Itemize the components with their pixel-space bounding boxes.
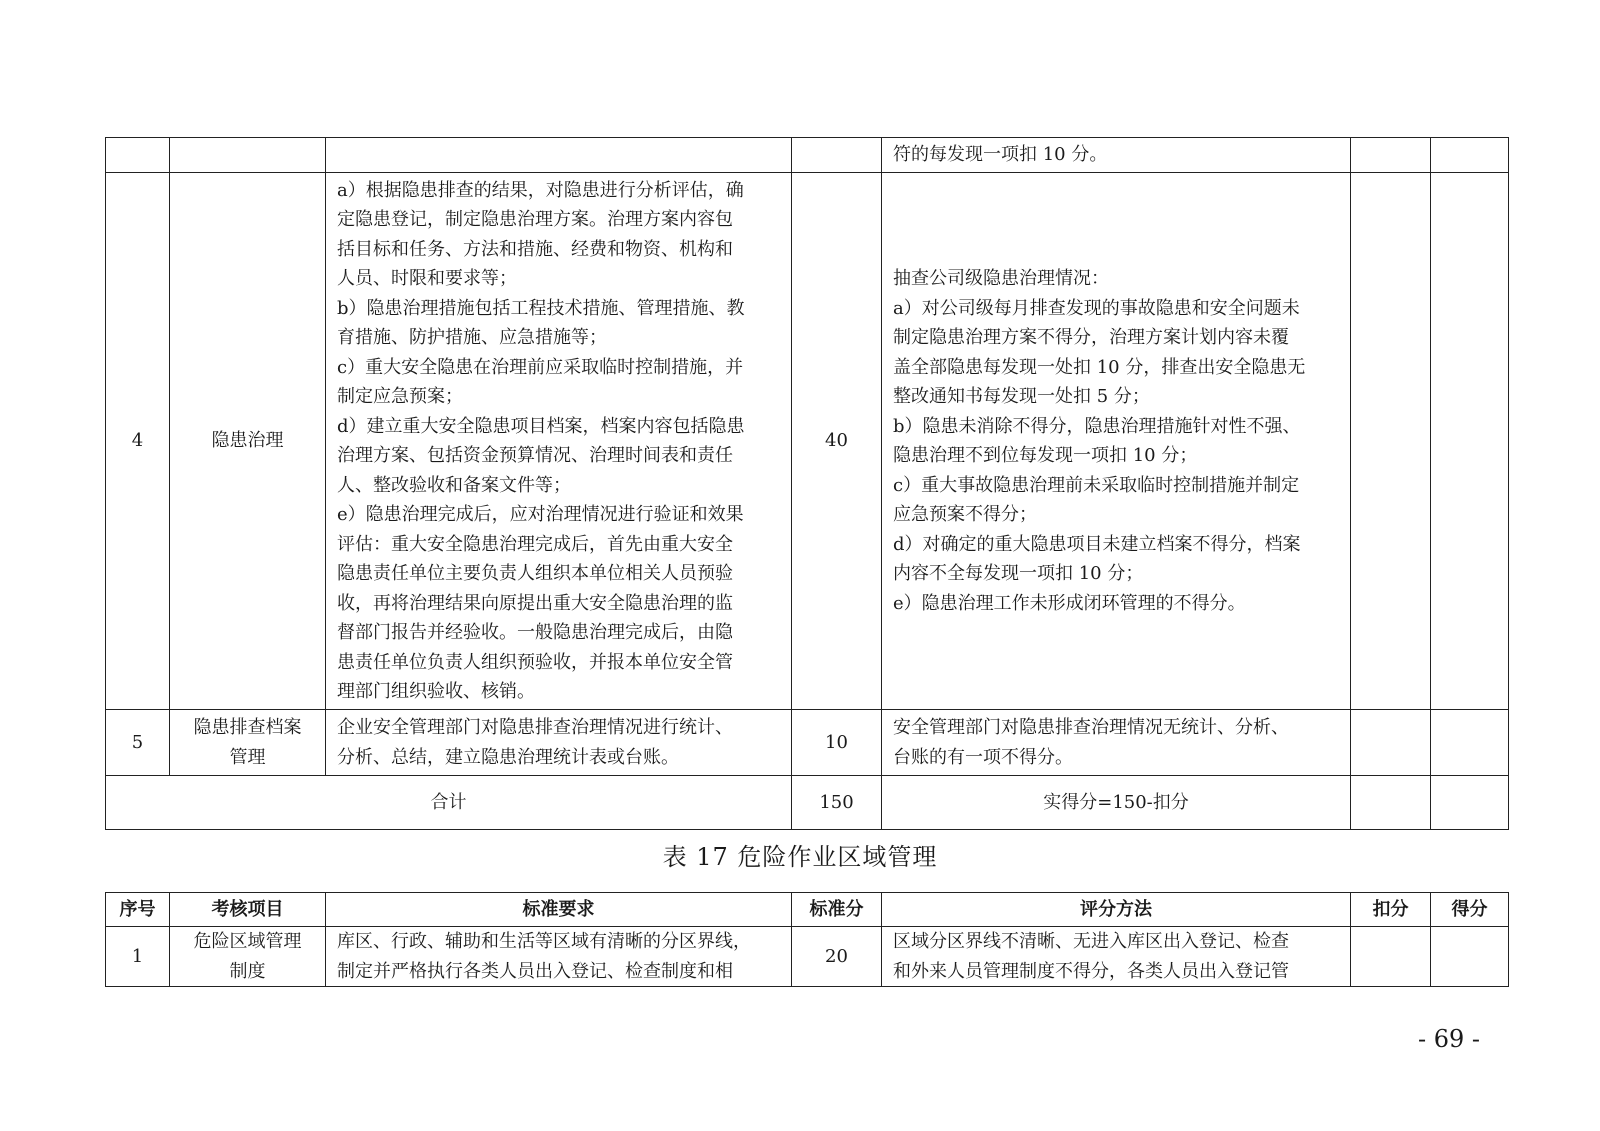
requirement-line: 定隐患登记，制定隐患治理方案。治理方案内容包	[337, 209, 733, 230]
no-cell	[106, 138, 170, 173]
requirement-line: 督部门报告并经验收。一般隐患治理完成后，由隐	[337, 622, 733, 643]
got-cell	[1431, 173, 1509, 710]
item-cell	[170, 927, 326, 987]
total-label: 合计	[106, 776, 792, 830]
requirement-line: 分析、总结，建立隐患治理统计表或台账。	[337, 746, 679, 768]
method-cell	[882, 138, 1351, 173]
requirement-cell	[326, 173, 792, 710]
header-score: 标准分	[792, 893, 882, 927]
deduct-cell	[1351, 710, 1431, 776]
table-title: 表 17 危险作业区域管理	[662, 843, 938, 871]
requirement-line: 患责任单位负责人组织预验收，并报本单位安全管	[337, 651, 733, 673]
requirement-line: 人、整改验收和备案文件等；	[337, 474, 571, 496]
header-no: 序号	[106, 893, 170, 927]
table-row	[106, 138, 1509, 173]
requirement-cell	[326, 138, 792, 173]
method-line: 抽查公司级隐患治理情况：	[893, 268, 1109, 289]
score-cell	[792, 138, 882, 173]
item-line: 危险区域管理	[193, 931, 302, 952]
score-cell: 20	[792, 927, 882, 987]
requirement-line: 括目标和任务、方法和措施、经费和物资、机构和	[337, 238, 733, 260]
header-item: 考核项目	[170, 893, 326, 927]
method-line: 整改通知书每发现一处扣 5 分；	[893, 386, 1150, 407]
requirement-line: 人员、时限和要求等；	[337, 268, 517, 289]
header-method: 评分方法	[882, 893, 1351, 927]
method-line: 盖全部隐患每发现一处扣 10 分，排查出安全隐患无	[893, 356, 1306, 378]
assessment-table-continued	[105, 137, 1509, 830]
total-score: 150	[792, 776, 882, 830]
requirement-line: 评估：重大安全隐患治理完成后，首先由重大安全	[337, 533, 733, 555]
requirement-line: d）建立重大安全隐患项目档案，档案内容包括隐患	[337, 415, 745, 437]
requirement-line: 制定应急预案；	[337, 386, 463, 407]
requirement-line: 理部门组织验收、核销。	[337, 681, 535, 702]
hazard-area-table	[105, 892, 1509, 987]
no-cell: 5	[106, 710, 170, 776]
requirement-line: 隐患责任单位主要负责人组织本单位相关人员预验	[337, 563, 733, 584]
method-line: b）隐患未消除不得分，隐患治理措施针对性不强、	[893, 415, 1301, 437]
requirement-line: 收，再将治理结果向原提出重大安全隐患治理的监	[337, 592, 733, 614]
table-row	[106, 927, 1509, 987]
score-cell: 40	[792, 173, 882, 710]
total-method: 实得分=150-扣分	[882, 776, 1351, 830]
table-row	[106, 173, 1509, 710]
method-line: 和外来人员管理制度不得分，各类人员出入登记管	[893, 960, 1289, 982]
got-cell	[1431, 927, 1509, 987]
method-line: 应急预案不得分；	[893, 504, 1037, 525]
requirement-line: 育措施、防护措施、应急措施等；	[337, 327, 607, 348]
method-cell	[882, 173, 1351, 710]
method-line: 制定隐患治理方案不得分，治理方案计划内容未覆	[893, 327, 1289, 348]
requirement-cell	[326, 927, 792, 987]
method-line: c）重大事故隐患治理前未采取临时控制措施并制定	[893, 474, 1300, 496]
deduct-cell	[1351, 927, 1431, 987]
item-line: 制度	[229, 960, 266, 982]
total-row	[106, 776, 1509, 830]
requirement-line: a）根据隐患排查的结果，对隐患进行分析评估，确	[337, 179, 744, 201]
method-cell	[882, 927, 1351, 987]
header-got: 得分	[1431, 893, 1509, 927]
method-cell	[882, 710, 1351, 776]
deduct-cell	[1351, 138, 1431, 173]
item-cell	[170, 710, 326, 776]
item-line: 隐患排查档案	[193, 717, 302, 738]
got-cell	[1431, 776, 1509, 830]
requirement-cell	[326, 710, 792, 776]
header-requirement: 标准要求	[326, 893, 792, 927]
method-line: d）对确定的重大隐患项目未建立档案不得分，档案	[893, 533, 1301, 555]
method-line: 区域分区界线不清晰、无进入库区出入登记、检查	[893, 931, 1289, 952]
item-cell	[170, 138, 326, 173]
method-line: a）对公司级每月排查发现的事故隐患和安全问题未	[893, 297, 1300, 319]
method-line: e）隐患治理工作未形成闭环管理的不得分。	[893, 592, 1246, 614]
got-cell	[1431, 710, 1509, 776]
no-cell: 4	[106, 173, 170, 710]
requirement-line: 制定并严格执行各类人员出入登记、检查制度和相	[337, 960, 733, 982]
got-cell	[1431, 138, 1509, 173]
deduct-cell	[1351, 173, 1431, 710]
requirement-line: 治理方案、包括资金预算情况、治理时间表和责任	[337, 445, 733, 466]
requirement-line: c）重大安全隐患在治理前应采取临时控制措施，并	[337, 356, 744, 378]
method-line: 安全管理部门对隐患排查治理情况无统计、分析、	[893, 717, 1289, 738]
requirement-line: 企业安全管理部门对隐患排查治理情况进行统计、	[337, 717, 733, 738]
page-number: - 69 -	[1418, 1025, 1481, 1053]
score-cell: 10	[792, 710, 882, 776]
method-line: 隐患治理不到位每发现一项扣 10 分；	[893, 445, 1198, 466]
no-cell: 1	[106, 927, 170, 987]
requirement-line: b）隐患治理措施包括工程技术措施、管理措施、教	[337, 297, 745, 319]
requirement-line: e）隐患治理完成后，应对治理情况进行验证和效果	[337, 504, 744, 525]
item-line: 管理	[229, 746, 266, 768]
deduct-cell	[1351, 776, 1431, 830]
method-line: 台账的有一项不得分。	[893, 746, 1073, 768]
header-deduct: 扣分	[1351, 893, 1431, 927]
header-row	[106, 893, 1509, 927]
method-line: 内容不全每发现一项扣 10 分；	[893, 563, 1144, 584]
table-row	[106, 710, 1509, 776]
method-line: 符的每发现一项扣 10 分。	[893, 144, 1108, 166]
item-cell: 隐患治理	[170, 173, 326, 710]
requirement-line: 库区、行政、辅助和生活等区域有清晰的分区界线，	[337, 931, 751, 952]
